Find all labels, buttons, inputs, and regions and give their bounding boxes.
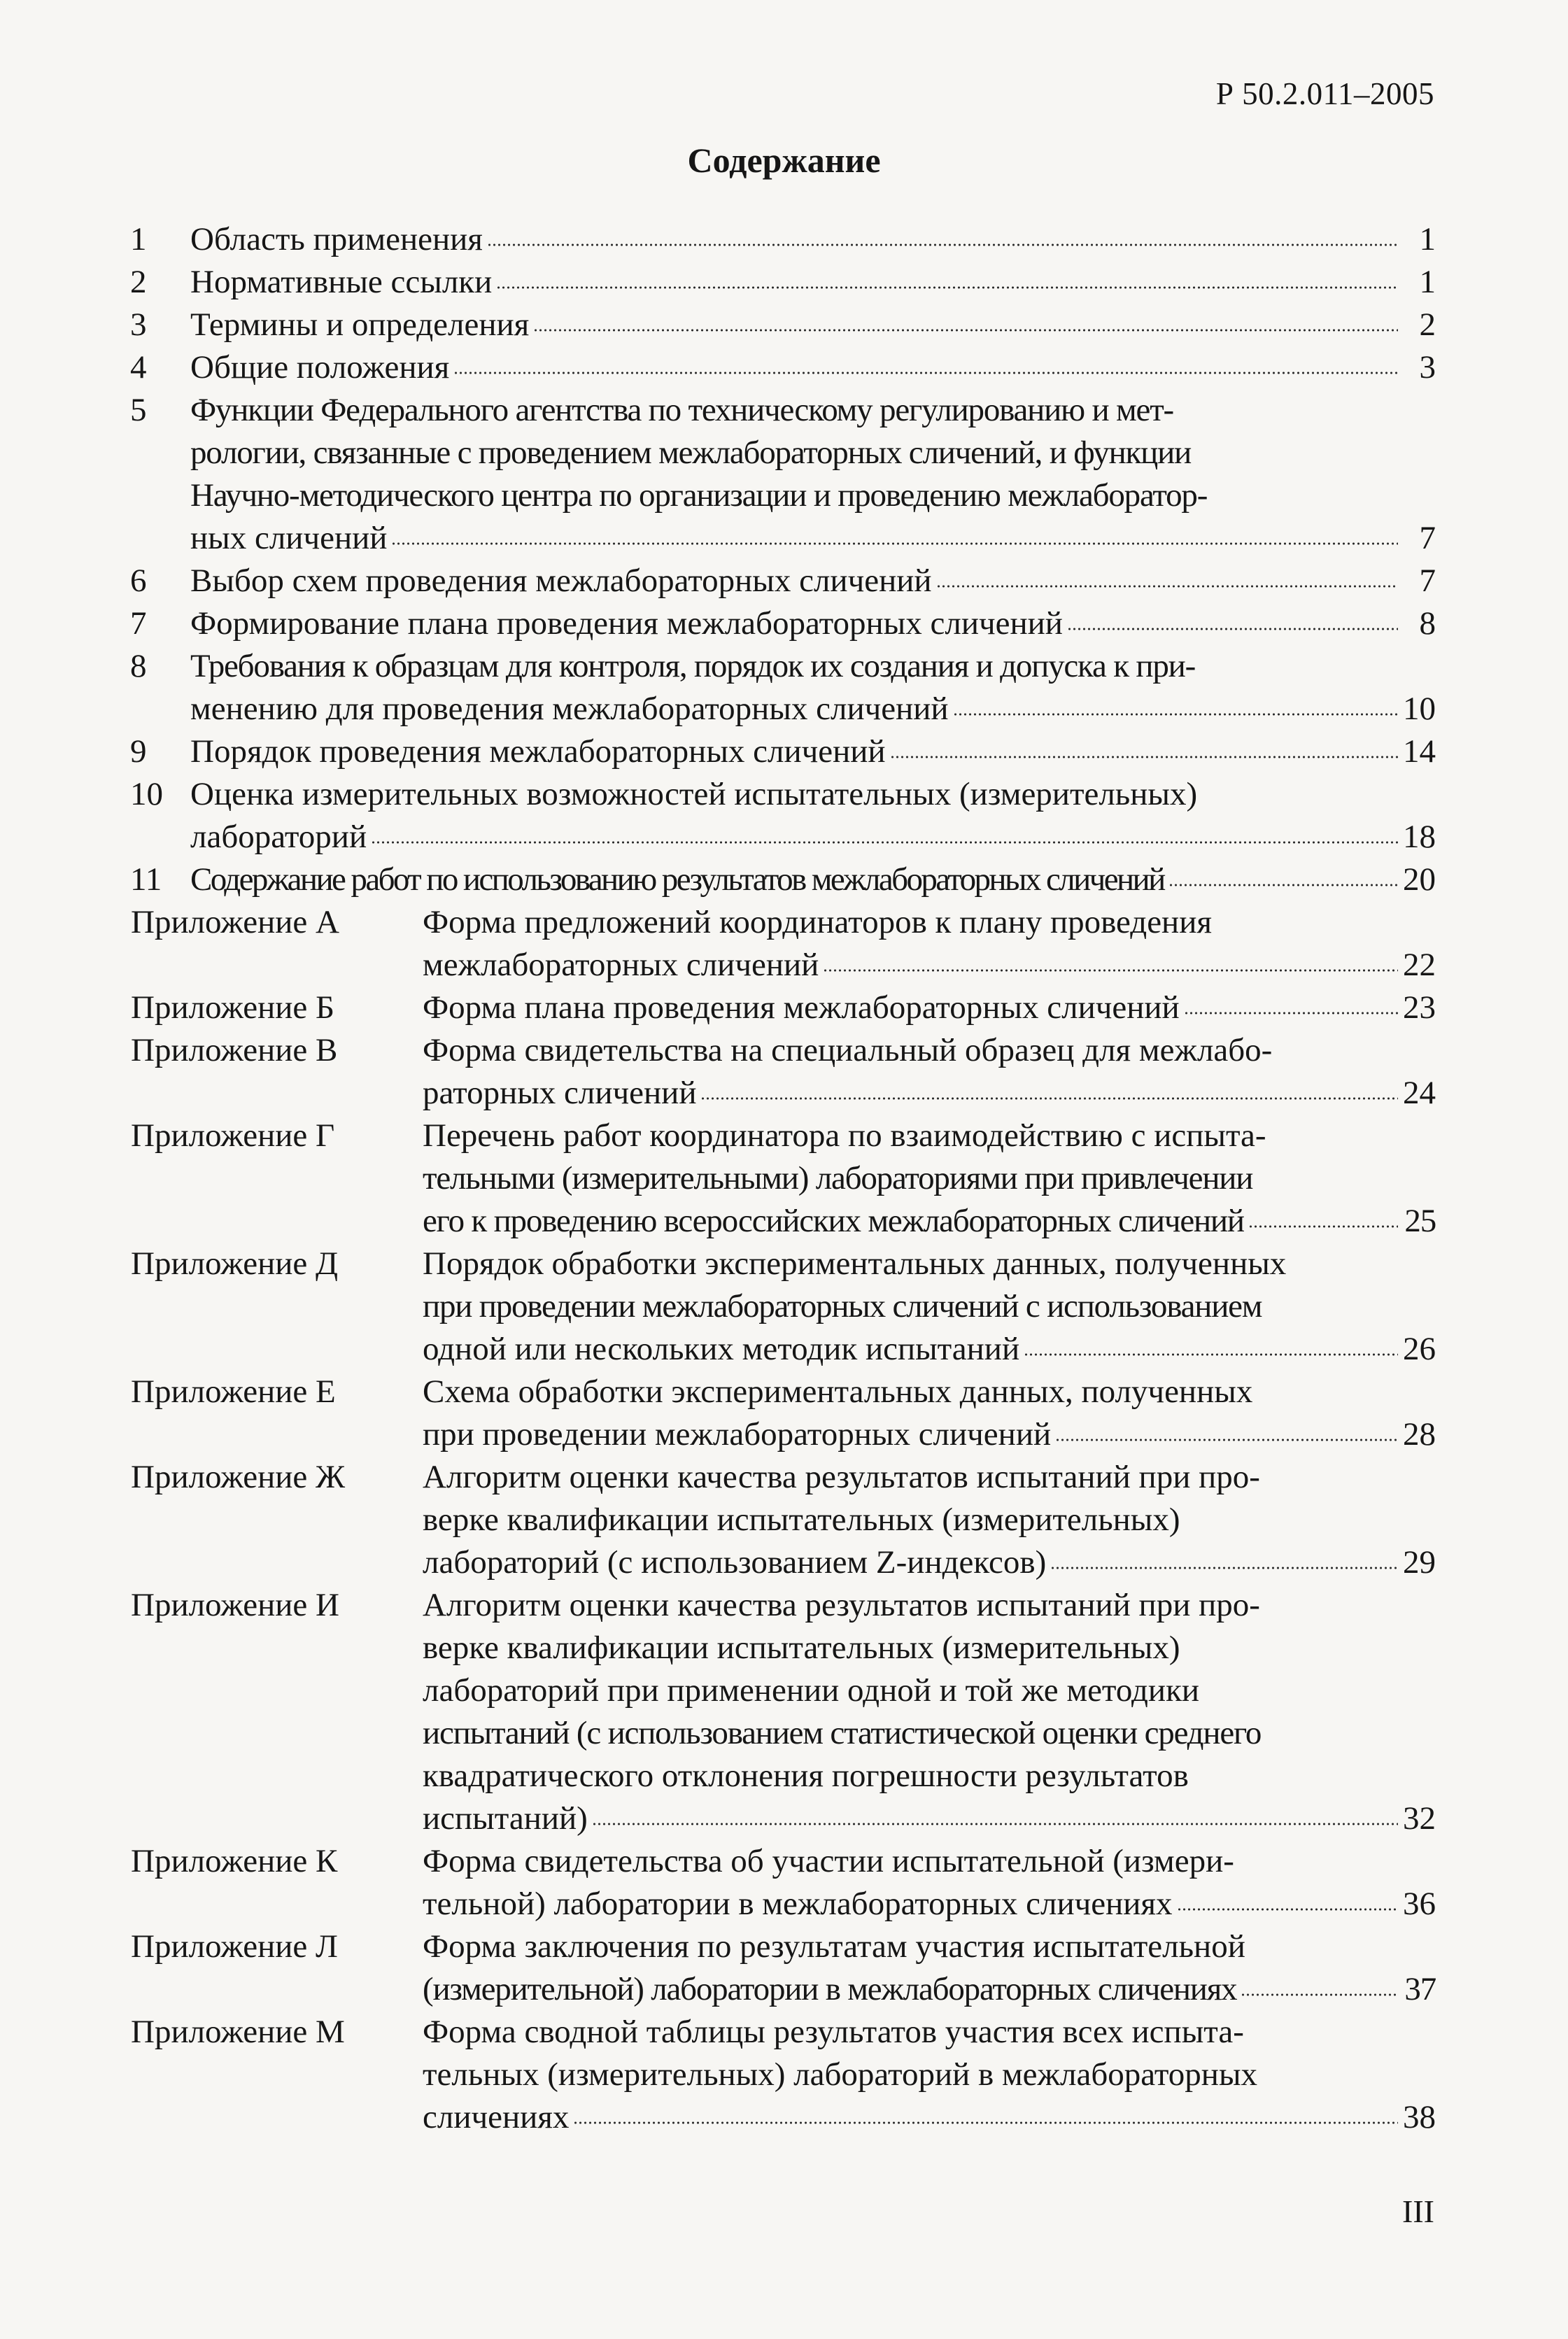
toc-entry-number: 6 bbox=[130, 563, 147, 599]
appendix-g-cont bbox=[0, 1157, 1568, 1200]
leader-dots bbox=[1184, 1008, 1398, 1018]
appendix-title-line: Форма заключения по результатам участия испытательной bbox=[423, 1928, 1245, 1965]
leader-dots bbox=[1168, 880, 1398, 890]
toc-entry-title-line: Требования к образцам для контроля, порядок их создания и допуска к при- bbox=[190, 648, 1196, 684]
appendix-i[interactable] bbox=[0, 1584, 1568, 1627]
appendix-label: Приложение И bbox=[131, 1587, 339, 1623]
appendix-label: Приложение Б bbox=[131, 989, 334, 1026]
table-of-contents bbox=[0, 218, 1568, 2139]
toc-entry-7[interactable] bbox=[0, 602, 1568, 645]
appendix-e[interactable] bbox=[0, 1371, 1568, 1413]
appendix-title-line: испытаний) bbox=[423, 1800, 588, 1837]
toc-entry-title-line: рологии, связанные с проведением межлабораторных сличений, и функции bbox=[190, 434, 1192, 471]
toc-entry-8-cont bbox=[0, 688, 1568, 730]
appendix-d-cont bbox=[0, 1328, 1568, 1371]
appendix-title-line: тельных (измерительных) лабораторий в межлабораторных bbox=[423, 2056, 1258, 2093]
appendix-title-line: верке квалификации испытательных (измерительных) bbox=[423, 1630, 1180, 1666]
appendix-g[interactable] bbox=[0, 1115, 1568, 1157]
leader-dots bbox=[1055, 1435, 1398, 1445]
appendix-b[interactable] bbox=[0, 987, 1568, 1029]
appendix-title-line: испытаний (с использованием статистической оценки среднего bbox=[423, 1715, 1262, 1751]
appendix-label: Приложение В bbox=[131, 1032, 338, 1068]
appendix-page: 37 bbox=[1404, 1971, 1436, 2007]
toc-entry-5-cont bbox=[0, 517, 1568, 560]
toc-entry-title-line: ных сличений bbox=[190, 520, 388, 556]
toc-entry-number: 5 bbox=[130, 392, 147, 428]
page-title: Содержание bbox=[687, 141, 881, 180]
leader-dots bbox=[890, 752, 1398, 762]
appendix-g-cont bbox=[0, 1200, 1568, 1243]
appendix-label: Приложение Г bbox=[131, 1117, 335, 1154]
leader-dots bbox=[496, 283, 1398, 292]
toc-entry-page: 8 bbox=[1419, 605, 1436, 642]
appendix-i-cont bbox=[0, 1712, 1568, 1755]
toc-entry-5-cont bbox=[0, 474, 1568, 517]
toc-entry-2[interactable] bbox=[0, 261, 1568, 304]
leader-dots bbox=[953, 709, 1398, 719]
toc-entry-page: 18 bbox=[1403, 819, 1436, 855]
toc-entry-title: Формирование плана проведения межлабораторных сличений bbox=[190, 605, 1063, 642]
appendix-label: Приложение Ж bbox=[131, 1459, 346, 1495]
toc-entry-title: Выбор схем проведения межлабораторных сличений bbox=[190, 563, 932, 599]
leader-dots bbox=[1067, 624, 1398, 634]
toc-entry-11[interactable] bbox=[0, 858, 1568, 901]
appendix-k-cont bbox=[0, 1883, 1568, 1925]
toc-entry-8[interactable] bbox=[0, 645, 1568, 688]
appendix-label: Приложение Л bbox=[131, 1928, 338, 1965]
toc-entry-page: 1 bbox=[1419, 221, 1436, 257]
appendix-label: Приложение Е bbox=[131, 1373, 336, 1410]
appendix-title-line: Форма плана проведения межлабораторных сличений bbox=[423, 989, 1180, 1026]
appendix-title-line: при проведении межлабораторных сличений bbox=[423, 1416, 1052, 1453]
appendix-title-line: его к проведению всероссийских межлабораторных сличений bbox=[423, 1203, 1244, 1239]
toc-entry-number: 3 bbox=[130, 306, 147, 343]
appendix-m[interactable] bbox=[0, 2011, 1568, 2054]
appendix-label: Приложение М bbox=[131, 2014, 345, 2050]
toc-entry-number: 4 bbox=[130, 349, 147, 386]
toc-entry-page: 7 bbox=[1419, 520, 1436, 556]
leader-dots bbox=[936, 581, 1398, 591]
toc-entry-page: 10 bbox=[1403, 691, 1436, 727]
appendix-title-line: тельной) лаборатории в межлабораторных сличениях bbox=[423, 1886, 1173, 1922]
leader-dots bbox=[1177, 1905, 1398, 1914]
toc-entry-5-cont bbox=[0, 432, 1568, 474]
toc-entry-number: 1 bbox=[130, 221, 147, 257]
toc-entry-page: 1 bbox=[1419, 264, 1436, 300]
leader-dots bbox=[1241, 1990, 1398, 2000]
toc-entry-title: Нормативные ссылки bbox=[190, 264, 493, 300]
appendix-title-line: Форма свидетельства на специальный образец для межлабо- bbox=[423, 1032, 1273, 1068]
appendix-title-line: сличениях bbox=[423, 2099, 570, 2135]
leader-dots bbox=[573, 2118, 1398, 2128]
appendix-a[interactable] bbox=[0, 901, 1568, 944]
appendix-i-cont bbox=[0, 1797, 1568, 1840]
appendix-page: 36 bbox=[1403, 1886, 1436, 1922]
appendix-m-cont bbox=[0, 2054, 1568, 2096]
appendix-k[interactable] bbox=[0, 1840, 1568, 1883]
appendix-page: 22 bbox=[1403, 947, 1436, 983]
toc-entry-page: 14 bbox=[1403, 733, 1436, 770]
leader-dots bbox=[453, 368, 1398, 378]
appendix-title-line: Форма свидетельства об участии испытательной (измери- bbox=[423, 1843, 1234, 1879]
appendix-page: 25 bbox=[1404, 1203, 1436, 1239]
appendix-title-line: одной или нескольких методик испытаний bbox=[423, 1331, 1020, 1367]
appendix-d-cont bbox=[0, 1285, 1568, 1328]
appendix-page: 38 bbox=[1403, 2099, 1436, 2135]
appendix-title-line: Порядок обработки экспериментальных данных, полученных bbox=[423, 1245, 1287, 1282]
appendix-title-line: Схема обработки экспериментальных данных, полученных bbox=[423, 1373, 1253, 1410]
appendix-title-line: межлабораторных сличений bbox=[423, 947, 819, 983]
toc-entry-number: 7 bbox=[130, 605, 147, 642]
appendix-title-line: тельными (измерительными) лабораториями при привлечении bbox=[423, 1160, 1253, 1196]
appendix-title-line: лабораторий при применении одной и той же методики bbox=[423, 1672, 1200, 1709]
toc-entry-1[interactable] bbox=[0, 218, 1568, 261]
appendix-d[interactable] bbox=[0, 1243, 1568, 1285]
toc-entry-title-line: Функции Федерального агентства по техническому регулированию и мет- bbox=[190, 392, 1174, 428]
appendix-i-cont bbox=[0, 1627, 1568, 1669]
toc-entry-title-line: менению для проведения межлабораторных сличений bbox=[190, 691, 949, 727]
appendix-zh[interactable] bbox=[0, 1456, 1568, 1499]
appendix-title-line: Форма предложений координаторов к плану проведения bbox=[423, 904, 1212, 940]
appendix-title-line: верке квалификации испытательных (измерительных) bbox=[423, 1501, 1180, 1538]
toc-entry-page: 20 bbox=[1403, 861, 1436, 898]
toc-entry-10[interactable] bbox=[0, 773, 1568, 816]
page-number: III bbox=[1402, 2193, 1434, 2229]
appendix-v-cont bbox=[0, 1072, 1568, 1115]
appendix-a-cont bbox=[0, 944, 1568, 987]
toc-entry-number: 9 bbox=[130, 733, 147, 770]
appendix-zh-cont bbox=[0, 1541, 1568, 1584]
toc-entry-10-cont bbox=[0, 816, 1568, 858]
appendix-title-line: Форма сводной таблицы результатов участия всех испыта- bbox=[423, 2014, 1244, 2050]
appendix-label: Приложение А bbox=[131, 904, 339, 940]
leader-dots bbox=[700, 1094, 1398, 1103]
toc-entry-6[interactable] bbox=[0, 560, 1568, 602]
leader-dots bbox=[371, 838, 1398, 847]
appendix-title-line: Алгоритм оценки качества результатов испытаний при про- bbox=[423, 1587, 1260, 1623]
leader-dots bbox=[533, 325, 1398, 335]
appendix-v[interactable] bbox=[0, 1029, 1568, 1072]
toc-entry-3[interactable] bbox=[0, 304, 1568, 346]
leader-dots bbox=[391, 539, 1398, 549]
toc-entry-9[interactable] bbox=[0, 730, 1568, 773]
toc-entry-number: 11 bbox=[130, 861, 162, 898]
appendix-label: Приложение Д bbox=[131, 1245, 339, 1282]
toc-entry-title: Область применения bbox=[190, 221, 483, 257]
appendix-title-line: лабораторий (с использованием Z-индексов) bbox=[423, 1544, 1047, 1581]
leader-dots bbox=[1024, 1350, 1398, 1359]
leader-dots bbox=[487, 240, 1398, 250]
toc-entry-title-line: Научно-методического центра по организации и проведению межлаборатор- bbox=[190, 477, 1208, 514]
appendix-title-line: квадратического отклонения погрешности результатов bbox=[423, 1758, 1189, 1794]
toc-entry-title-line: лабораторий bbox=[190, 819, 367, 855]
toc-entry-title: Порядок проведения межлабораторных сличений bbox=[190, 733, 886, 770]
appendix-title-line: при проведении межлабораторных сличений с использованием bbox=[423, 1288, 1262, 1324]
appendix-l-cont bbox=[0, 1968, 1568, 2011]
document-code: Р 50.2.011–2005 bbox=[1215, 76, 1434, 111]
appendix-label: Приложение К bbox=[131, 1843, 338, 1879]
appendix-title-line: (измерительной) лаборатории в межлабораторных сличениях bbox=[423, 1971, 1237, 2007]
toc-entry-number: 10 bbox=[130, 776, 163, 812]
toc-entry-4[interactable] bbox=[0, 346, 1568, 389]
appendix-m-cont bbox=[0, 2096, 1568, 2139]
appendix-title-line: Алгоритм оценки качества результатов испытаний при про- bbox=[423, 1459, 1260, 1495]
appendix-page: 29 bbox=[1403, 1544, 1436, 1581]
appendix-i-cont bbox=[0, 1755, 1568, 1797]
appendix-page: 32 bbox=[1403, 1800, 1436, 1837]
appendix-page: 24 bbox=[1403, 1075, 1436, 1111]
toc-entry-title: Содержание работ по использованию результатов межлабораторных сличений bbox=[190, 861, 1164, 898]
toc-entry-title: Термины и определения bbox=[190, 306, 530, 343]
appendix-zh-cont bbox=[0, 1499, 1568, 1541]
toc-entry-number: 2 bbox=[130, 264, 147, 300]
appendix-title-line: Перечень работ координатора по взаимодействию с испыта- bbox=[423, 1117, 1266, 1154]
toc-entry-5[interactable] bbox=[0, 389, 1568, 432]
toc-entry-page: 7 bbox=[1419, 563, 1436, 599]
leader-dots bbox=[1248, 1222, 1398, 1231]
appendix-i-cont bbox=[0, 1669, 1568, 1712]
appendix-e-cont bbox=[0, 1413, 1568, 1456]
toc-entry-title: Общие положения bbox=[190, 349, 450, 386]
leader-dots bbox=[592, 1819, 1398, 1829]
toc-entry-page: 2 bbox=[1419, 306, 1436, 343]
toc-entry-number: 8 bbox=[130, 648, 147, 684]
toc-entry-page: 3 bbox=[1419, 349, 1436, 386]
toc-entry-title-line: Оценка измерительных возможностей испытательных (измерительных) bbox=[190, 776, 1198, 812]
appendix-l[interactable] bbox=[0, 1925, 1568, 1968]
leader-dots bbox=[823, 966, 1398, 975]
appendix-title-line: раторных сличений bbox=[423, 1075, 697, 1111]
appendix-page: 26 bbox=[1403, 1331, 1436, 1367]
leader-dots bbox=[1050, 1563, 1398, 1573]
appendix-page: 28 bbox=[1403, 1416, 1436, 1453]
appendix-page: 23 bbox=[1403, 989, 1436, 1026]
